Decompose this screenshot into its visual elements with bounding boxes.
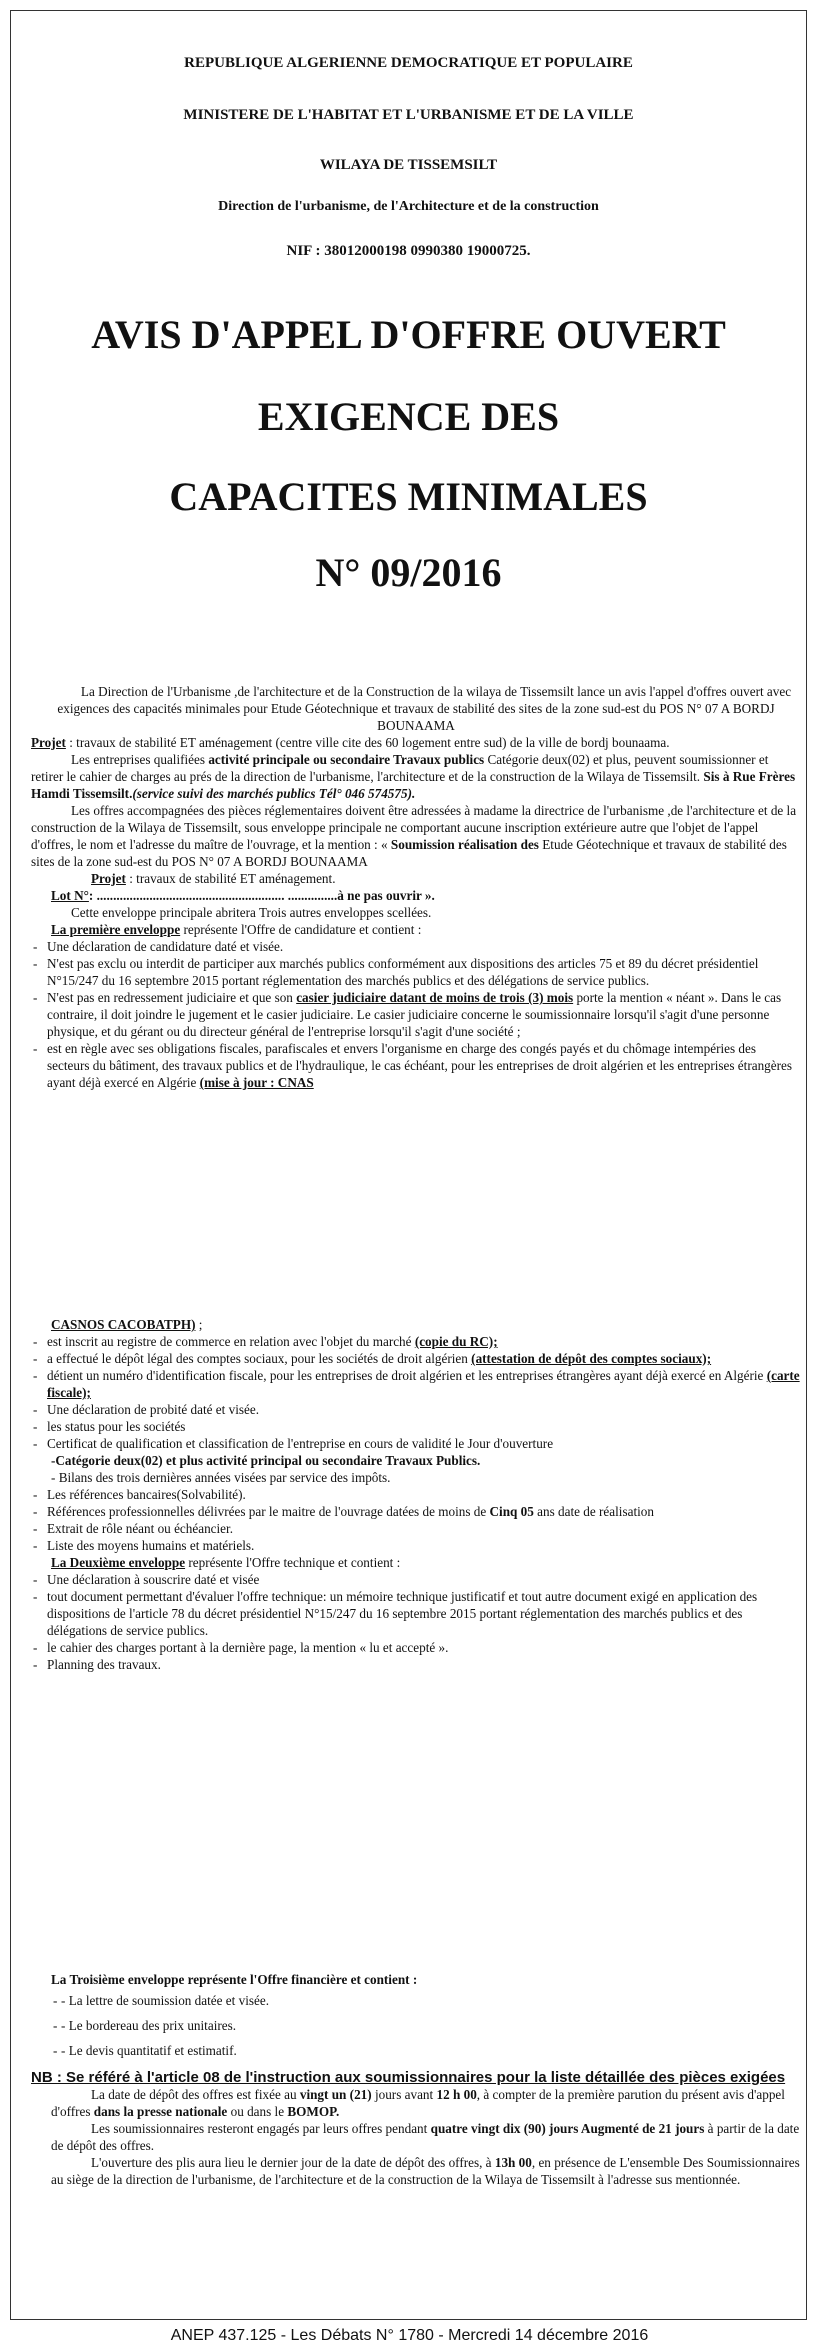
deadline-paragraph xyxy=(51,2086,801,2120)
nb-note: NB : Se référé à l'article 08 de l'instruction aux soumissionnaires pour la liste détaillée des pièces exigées xyxy=(31,2069,786,2086)
qualified-activity: activité principale ou secondaire Travaux publics xyxy=(208,752,485,767)
list-item xyxy=(31,1367,801,1401)
item-emphasis: (attestation de dépôt des comptes sociaux); xyxy=(471,1351,712,1366)
env2-text: représente l'Offre technique et contient : xyxy=(185,1555,401,1570)
bilans-line: - Bilans des trois dernières années visées par service des impôts. xyxy=(51,1470,391,1485)
list-item: - les status pour les sociétés xyxy=(31,1418,801,1435)
list-item: - Une déclaration de candidature daté et visée. xyxy=(31,938,801,955)
list-item xyxy=(51,2038,801,2063)
deadline-bomop: BOMOP. xyxy=(287,2104,340,2119)
engagement-duration: quatre vingt dix (90) jours Augmenté de 21 jours xyxy=(430,2121,705,2136)
env1-list xyxy=(31,938,801,1091)
item-text: est inscrit au registre de commerce en relation avec l'objet du marché xyxy=(47,1334,415,1349)
casnos-line xyxy=(31,1316,801,1333)
list-item xyxy=(31,989,801,1040)
offers-text-c: Etude Géotechnique et travaux de stabilité des sites de la zone sud-est du POS N° 07 A BORDJ BOUNAAMA xyxy=(31,837,787,869)
list-item: - Une déclaration de probité daté et visée. xyxy=(31,1401,801,1418)
list-item xyxy=(51,1988,801,2013)
qualified-text-c: Catégorie deux(02) et plus, peuvent soumissionner et retirer le cahier de charges au prés de la direction de l'urbanisme, l'architecture et de la construction de la Wilaya de Tissemsilt. xyxy=(31,752,769,784)
env1-heading xyxy=(31,921,801,938)
envelopes-sentence: Cette enveloppe principale abritera Trois autres enveloppes scellées. xyxy=(71,905,432,920)
qualified-service: (service suivi des marchés publics Tél° 046 574575). xyxy=(132,786,416,801)
offers-text-a: Les offres accompagnées des pièces réglementaires doivent être adressées à madame la directrice de l'urbanisme ,de l'architecture et de la construction de la Wilaya de Tissemsilt, sous enveloppe principale ne comportant aucune inscription extérieure autre que l'objet de l'appel d'offres, le nom et l'adresse du maître de l'ouvrage, et la mention : « xyxy=(31,803,797,852)
qualified-paragraph xyxy=(31,751,801,802)
publication-footer: ANEP 437.125 - Les Débats N° 1780 - Mercredi 14 décembre 2016 xyxy=(170,2327,649,2344)
projet2-text: : travaux de stabilité ET aménagement. xyxy=(125,871,336,886)
env1-label: La première enveloppe xyxy=(51,922,181,937)
item-emphasis: Cinq 05 xyxy=(489,1504,534,1519)
item-text: détient un numéro d'identification fiscale, pour les entreprises de droit algérien et les entreprises étrangères ayant déjà exercé en Algérie xyxy=(47,1368,767,1383)
category-line: -Catégorie deux(02) et plus activité principal ou secondaire Travaux Publics. xyxy=(51,1453,481,1468)
qualified-address: Sis à Rue Frères Hamdi Tissemsilt. xyxy=(31,769,796,801)
lot-text: : ......................................................... ...............à ne pas ouvrir ». xyxy=(88,888,435,903)
engagement-text: à partir de la date de dépôt des offres. xyxy=(51,2121,800,2153)
header-republic: REPUBLIQUE ALGERIENNE DEMOCRATIQUE ET POPULAIRE xyxy=(184,55,633,71)
item-emphasis: casier judiciaire datant de moins de trois (3) mois xyxy=(296,990,574,1005)
env3-list xyxy=(51,1988,801,2063)
header-direction: Direction de l'urbanisme, de l'Architecture et de la construction xyxy=(218,199,599,214)
casnos-tail: ; xyxy=(195,1317,203,1332)
list-item xyxy=(31,1040,801,1091)
env1-text: représente l'Offre de candidature et contient : xyxy=(180,922,422,937)
env2-heading xyxy=(31,1554,801,1571)
deadline-text: La date de dépôt des offres est fixée au xyxy=(91,2087,300,2102)
env2-label: La Deuxième enveloppe xyxy=(51,1555,186,1570)
opening-paragraph xyxy=(51,2154,801,2188)
item-text: a effectué le dépôt légal des comptes sociaux, pour les sociétés de droit algérien xyxy=(47,1351,472,1366)
deadline-days: vingt un (21) xyxy=(299,2087,372,2102)
item-text: - La lettre de soumission datée et visée. xyxy=(61,1993,269,2008)
title-line-1: AVIS D'APPEL D'OFFRE OUVERT xyxy=(91,312,726,357)
engagement-text: Les soumissionnaires resteront engagés par leurs offres pendant xyxy=(91,2121,431,2136)
header-nif: NIF : 38012000198 0990380 19000725. xyxy=(286,243,531,259)
projet-line xyxy=(31,734,801,751)
list-item xyxy=(31,1503,801,1520)
offers-mention: Soumission réalisation des xyxy=(390,837,539,852)
title-line-2: EXIGENCE DES xyxy=(257,394,560,439)
lot-line xyxy=(31,887,801,904)
projet2-label: Projet xyxy=(91,871,126,886)
list-item: - Liste des moyens humains et matériels. xyxy=(31,1537,801,1554)
projet2-line xyxy=(31,870,801,887)
engagement-paragraph xyxy=(51,2120,801,2154)
list-item xyxy=(31,1333,801,1350)
tender-notice xyxy=(10,10,807,2320)
lot-label: Lot N° xyxy=(51,888,89,903)
notice-body xyxy=(31,683,801,1091)
notice-body-continued xyxy=(31,1316,801,1673)
item-emphasis: (carte fiscale); xyxy=(47,1368,800,1400)
deadline-text: ou dans le xyxy=(227,2104,288,2119)
env1-list-continued xyxy=(31,1333,801,1452)
header-wilaya: WILAYA DE TISSEMSILT xyxy=(319,157,498,173)
list-item: - Certificat de qualification et classification de l'entreprise en cours de validité le Jour d'ouverture xyxy=(31,1435,801,1452)
header-ministry: MINISTERE DE L'HABITAT ET L'URBANISME ET DE LA VILLE xyxy=(183,107,634,123)
deadline-text: , à compter de la première parution du présent avis d'appel d'offres xyxy=(51,2087,785,2119)
deadline-hour: 12 h 00 xyxy=(436,2087,477,2102)
env2-list xyxy=(31,1571,801,1673)
item-text: - Le devis quantitatif et estimatif. xyxy=(61,2043,237,2058)
env1-list-tail xyxy=(31,1486,801,1554)
list-item xyxy=(51,2013,801,2038)
item-text: porte la mention « néant ». Dans le cas contraire, il doit joindre le jugement et le casier judiciaire. Le casier judiciaire concerne le soumissionnaire lorsqu'il s'agit d'une personne physique, et du gérant ou du directeur général de l'entreprise lorsqu'il s'agit d'une société ; xyxy=(47,990,782,1039)
qualified-text-a: Les entreprises qualifiées xyxy=(71,752,209,767)
list-item: - Les références bancaires(Solvabilité). xyxy=(31,1486,801,1503)
list-item: - Planning des travaux. xyxy=(31,1656,801,1673)
item-emphasis: (mise à jour : CNAS xyxy=(199,1075,314,1090)
list-item: - Une déclaration à souscrire daté et visée xyxy=(31,1571,801,1588)
item-text: Références professionnelles délivrées par le maitre de l'ouvrage datées de moins de xyxy=(47,1504,490,1519)
list-item: - N'est pas exclu ou interdit de participer aux marchés publics conformément aux dispositions des articles 75 et 89 du décret présidentiel N°15/247 du 16 septembre 2015 portant réglementation des marchés publics et des délégations de service publics. xyxy=(31,955,801,989)
item-text: N'est pas en redressement judiciaire et que son xyxy=(47,990,297,1005)
title-number: N° 09/2016 xyxy=(315,550,502,595)
opening-hour: 13h 00 xyxy=(494,2155,532,2170)
list-item: - tout document permettant d'évaluer l'offre technique: un mémoire technique justificatif et tout autre document exigé en application des dispositions de l'article 78 du décret présidentiel N°15/247 du 16 septembre 2015 portant réglementation des marchés publics et des délégations de service publics. xyxy=(31,1588,801,1639)
env3-heading: La Troisième enveloppe représente l'Offre financière et contient : xyxy=(51,1972,418,1987)
opening-text: L'ouverture des plis aura lieu le dernier jour de la date de dépôt des offres, à xyxy=(91,2155,495,2170)
list-item: - Extrait de rôle néant ou échéancier. xyxy=(31,1520,801,1537)
offers-paragraph xyxy=(31,802,801,870)
intro-paragraph: La Direction de l'Urbanisme ,de l'architecture et de la Construction de la wilaya de Tissemsilt lance un avis l'appel d'offres ouvert avec exigences des capacités minimales pour Etude Géotechnique et travaux de stabilité des sites de la zone sud-est du POS N° 07 A BORDJ BOUNAAMA xyxy=(57,684,792,733)
casnos-label: CASNOS CACOBATPH) xyxy=(51,1317,196,1332)
opening-text: , en présence de L'ensemble Des Soumissionnaires au siège de la direction de l'urbanisme, de l'architecture et de la construction de la Wilaya de Tissemsilt à l'adresse sus mentionnée. xyxy=(51,2155,800,2187)
projet-label: Projet xyxy=(31,735,66,750)
title-line-3: CAPACITES MINIMALES xyxy=(169,474,648,519)
item-text: est en règle avec ses obligations fiscales, parafiscales et envers l'organisme en charge des congés payés et du chômage intempéries des secteurs du bâtiment, des travaux publics et de l'hydraulique, le cas échéant, pour les entreprises de droit algérien et les entreprises étrangères ayant déjà exercé en Algérie xyxy=(47,1041,792,1090)
list-item: - le cahier des charges portant à la dernière page, la mention « lu et accepté ». xyxy=(31,1639,801,1656)
deadline-text: jours avant xyxy=(371,2087,437,2102)
projet-text: : travaux de stabilité ET aménagement (centre ville cite des 60 logement entre sud) de la ville de bordj bounaama. xyxy=(65,735,670,750)
item-text: - Le bordereau des prix unitaires. xyxy=(61,2018,237,2033)
item-emphasis: (copie du RC); xyxy=(414,1334,498,1349)
item-text: ans date de réalisation xyxy=(533,1504,654,1519)
notice-closing xyxy=(31,1971,801,2188)
deadline-press: dans la presse nationale xyxy=(93,2104,228,2119)
list-item xyxy=(31,1350,801,1367)
